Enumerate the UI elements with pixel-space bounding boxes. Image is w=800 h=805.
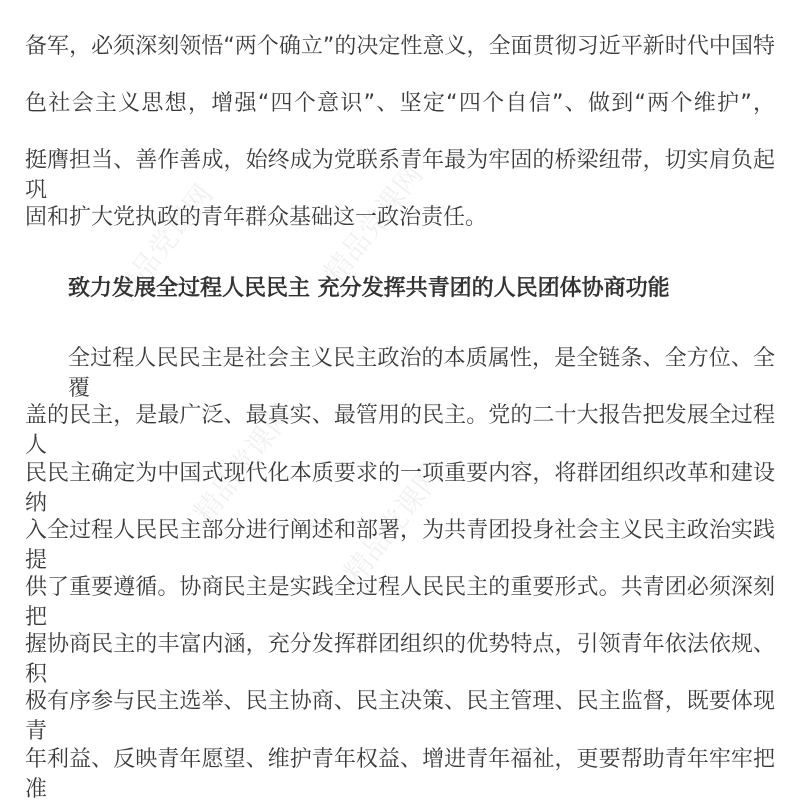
- watermark: 精品党课网: [107, 178, 220, 309]
- paragraph-line: 极有序参与民主选举、民主协商、民主决策、民主管理、民主监督，既要体现青: [25, 689, 775, 744]
- paragraph-line: 备军，必须深刻领悟“两个确立”的决定性意义，全面贯彻习近平新时代中国特: [25, 34, 775, 59]
- paragraph-line: 供了重要遵循。协商民主是实践全过程人民民主的重要形式。共青团必须深刻把: [25, 575, 775, 630]
- paragraph-line: 盖的民主，是最广泛、最真实、最管用的民主。党的二十大报告把发展全过程人: [25, 403, 775, 458]
- watermark: 精品党课网: [317, 158, 430, 289]
- paragraph-line: 挺膺担当、善作善成，始终成为党联系青年最为牢固的桥梁纽带，切实肩负起巩: [25, 148, 775, 203]
- paragraph-line: 入全过程人民民主部分进行阐述和部署，为共青团投身社会主义民主政治实践提: [25, 518, 775, 573]
- watermark: 精品党课网: [187, 398, 300, 529]
- section-heading: 致力发展全过程人民民主 充分发挥共青团的人民团体协商功能: [68, 276, 670, 301]
- paragraph-line: 固和扩大党执政的青年群众基础这一政治责任。: [25, 205, 488, 230]
- paragraph-line: 民民主确定为中国式现代化本质要求的一项重要内容，将群团组织改革和建设纳: [25, 461, 775, 516]
- paragraph-line: 握协商民主的丰富内涵，充分发挥群团组织的优势特点，引领青年依法依规、积: [25, 632, 775, 687]
- watermark: 精品党课网: [337, 458, 450, 589]
- paragraph-line: 全过程人民民主是社会主义民主政治的本质属性，是全链条、全方位、全覆: [68, 346, 775, 401]
- paragraph-line: 年利益、反映青年愿望、维护青年权益、增进青年福祉，更要帮助青年牢牢把准: [25, 747, 775, 802]
- paragraph-line: 色社会主义思想，增强“四个意识”、坚定“四个自信”、做到“两个维护”，: [25, 91, 775, 116]
